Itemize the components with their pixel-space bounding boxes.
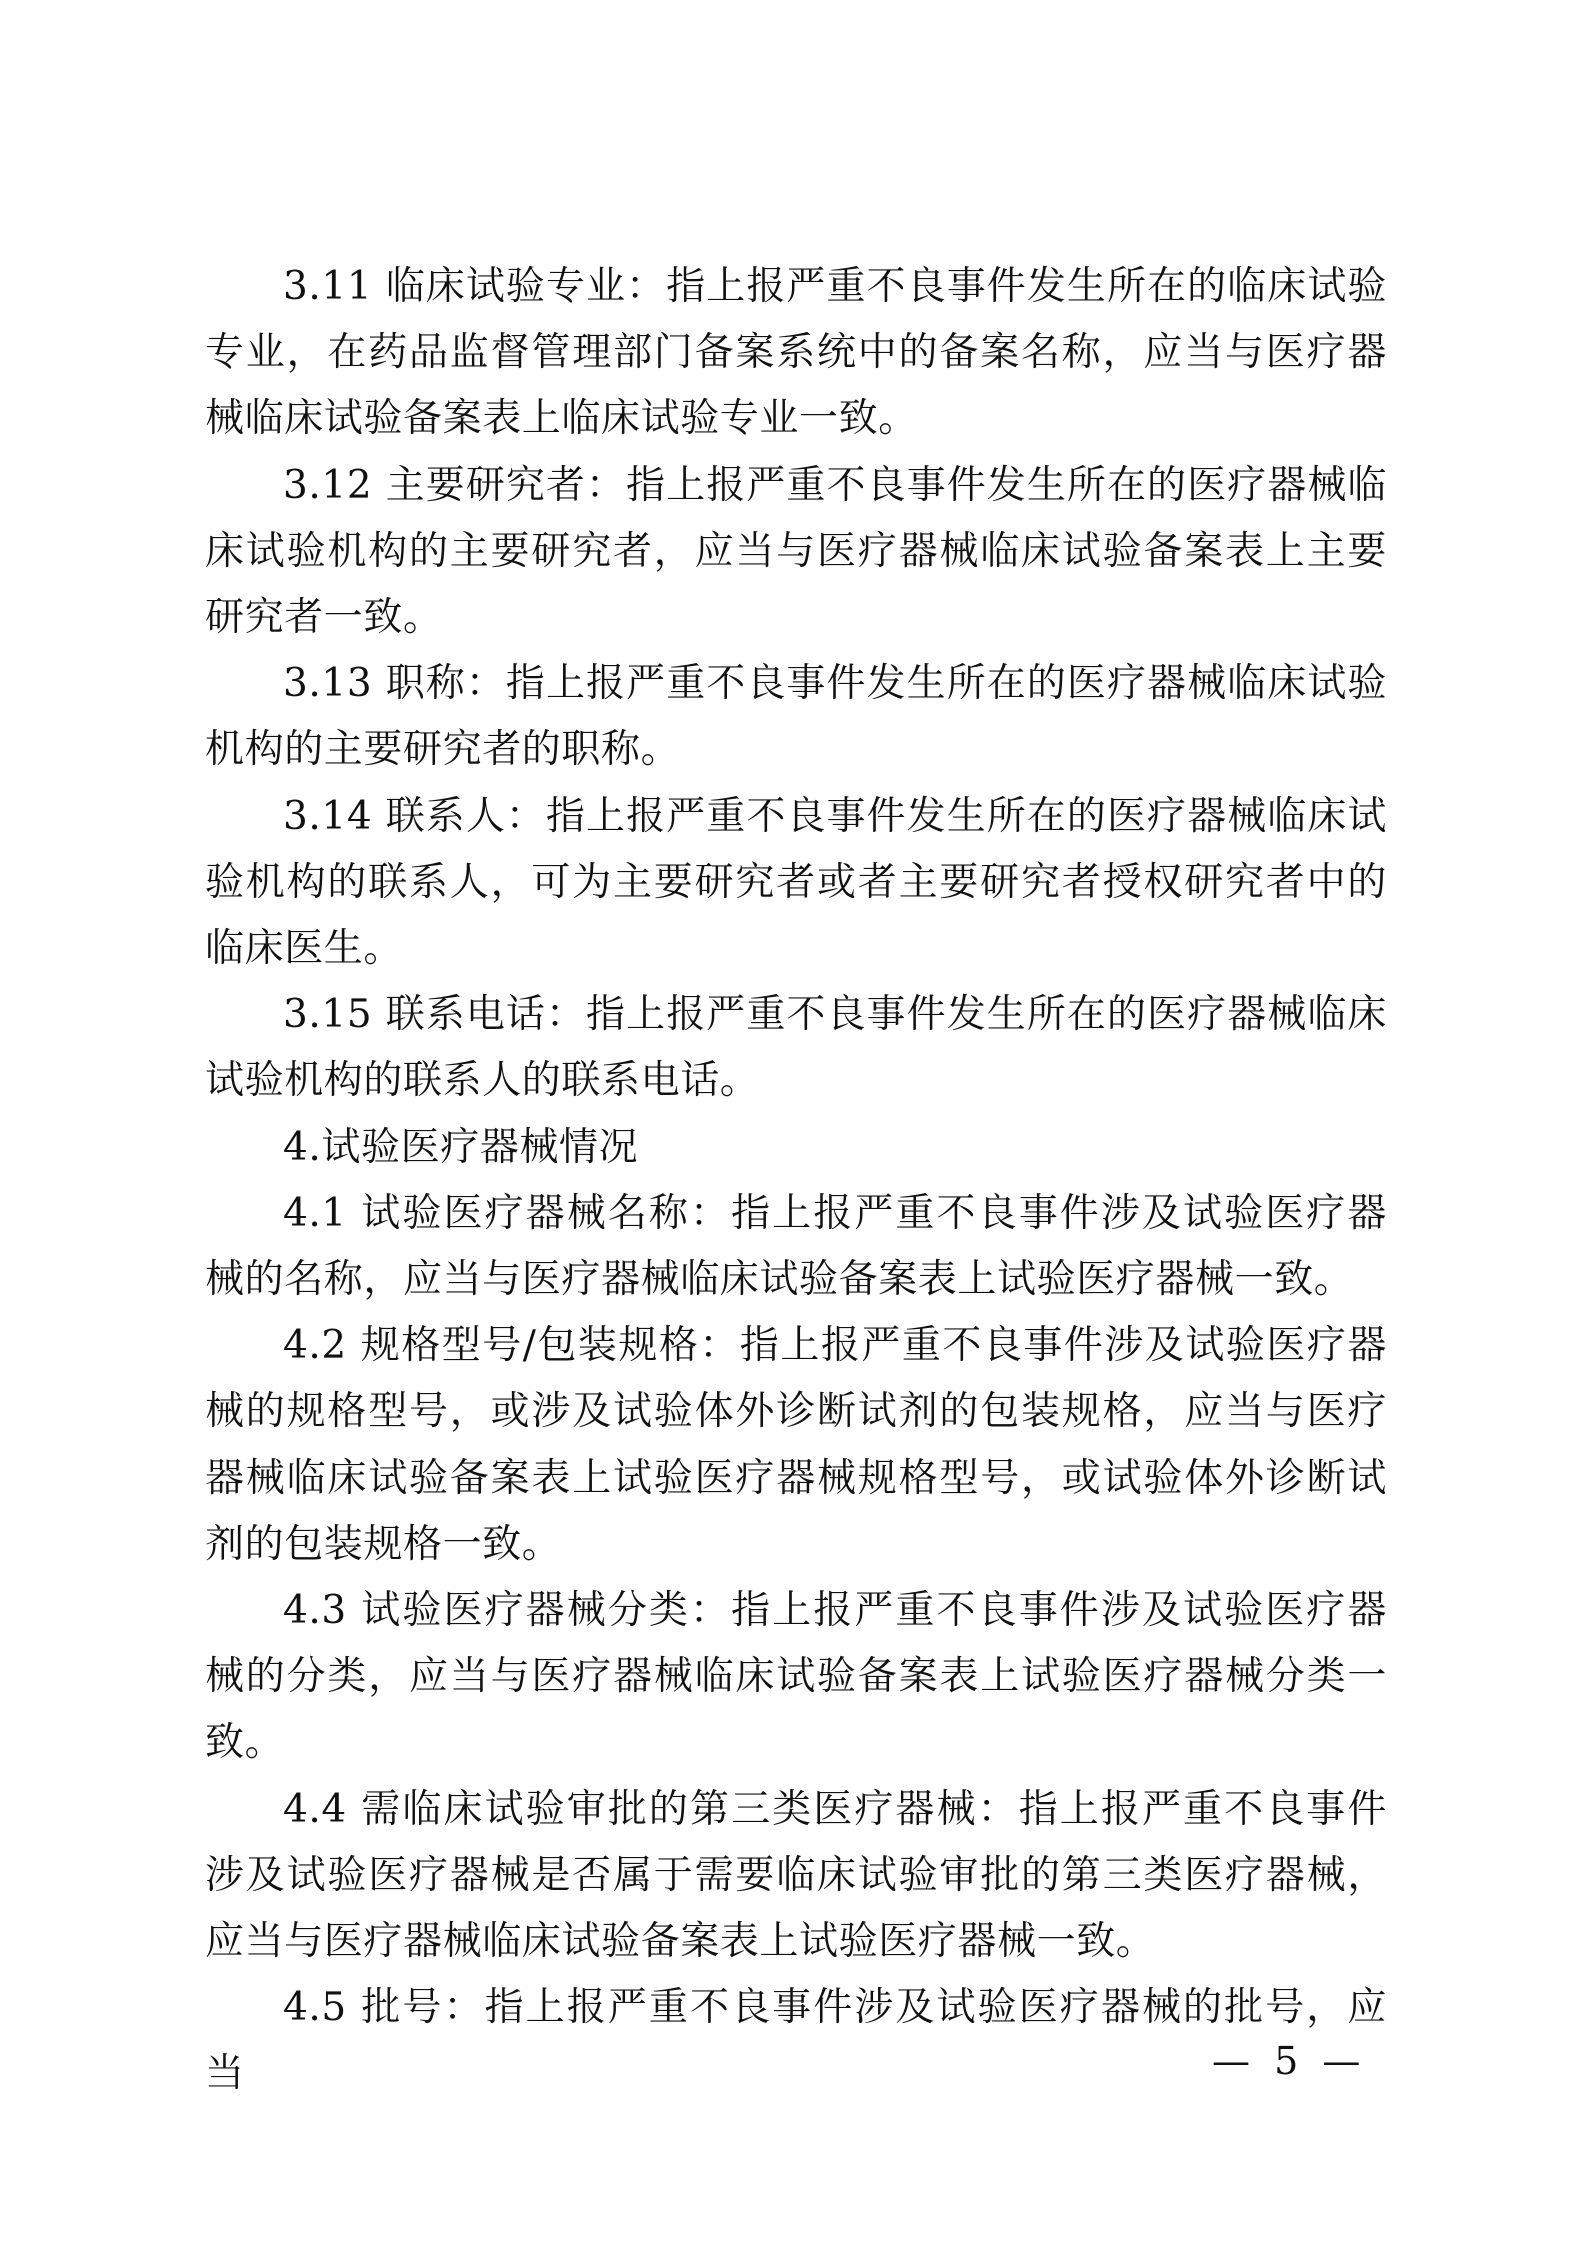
- paragraph-4-5: 4.5 批号：指上报严重不良事件涉及试验医疗器械的批号，应当: [205, 1985, 1387, 2097]
- paragraph-4-4: 4.4 需临床试验审批的第三类医疗器械：指上报严重不良事件涉及试验医疗器械是否属于需要临床试验审批的第三类医疗器械，应当与医疗器械临床试验备案表上试验医疗器械一致。: [205, 1786, 1387, 1965]
- paragraph-4-2: 4.2 规格型号/包装规格：指上报严重不良事件涉及试验医疗器械的规格型号，或涉及试验体外诊断试剂的包装规格，应当与医疗器械临床试验备案表上试验医疗器械规格型号，或试验体外诊断试剂的包装规格一致。: [205, 1323, 1387, 1567]
- document-body: [205, 254, 1387, 2108]
- paragraph-4-1: 4.1 试验医疗器械名称：指上报严重不良事件涉及试验医疗器械的名称，应当与医疗器械临床试验备案表上试验医疗器械一致。: [205, 1190, 1387, 1303]
- paragraph-3-12: 3.12 主要研究者：指上报严重不良事件发生所在的医疗器械临床试验机构的主要研究者，应当与医疗器械临床试验备案表上主要研究者一致。: [205, 462, 1387, 641]
- paragraph-3-14: 3.14 联系人：指上报严重不良事件发生所在的医疗器械临床试验机构的联系人，可为主要研究者或者主要研究者授权研究者中的临床医生。: [205, 793, 1387, 972]
- paragraph-3-15: 3.15 联系电话：指上报严重不良事件发生所在的医疗器械临床试验机构的联系人的联系电话。: [205, 992, 1387, 1104]
- page-number: — 5 —: [1212, 2039, 1367, 2083]
- paragraph-3-11: 3.11 临床试验专业：指上报严重不良事件发生所在的临床试验专业，在药品监督管理部门备案系统中的备案名称，应当与医疗器械临床试验备案表上临床试验专业一致。: [205, 264, 1387, 442]
- section-heading-4: 4.试验医疗器械情况: [283, 1124, 639, 1170]
- paragraph-4-3: 4.3 试验医疗器械分类：指上报严重不良事件涉及试验医疗器械的分类，应当与医疗器械临床试验备案表上试验医疗器械分类一致。: [205, 1588, 1387, 1766]
- paragraph-3-13: 3.13 职称：指上报严重不良事件发生所在的医疗器械临床试验机构的主要研究者的职称。: [205, 661, 1387, 773]
